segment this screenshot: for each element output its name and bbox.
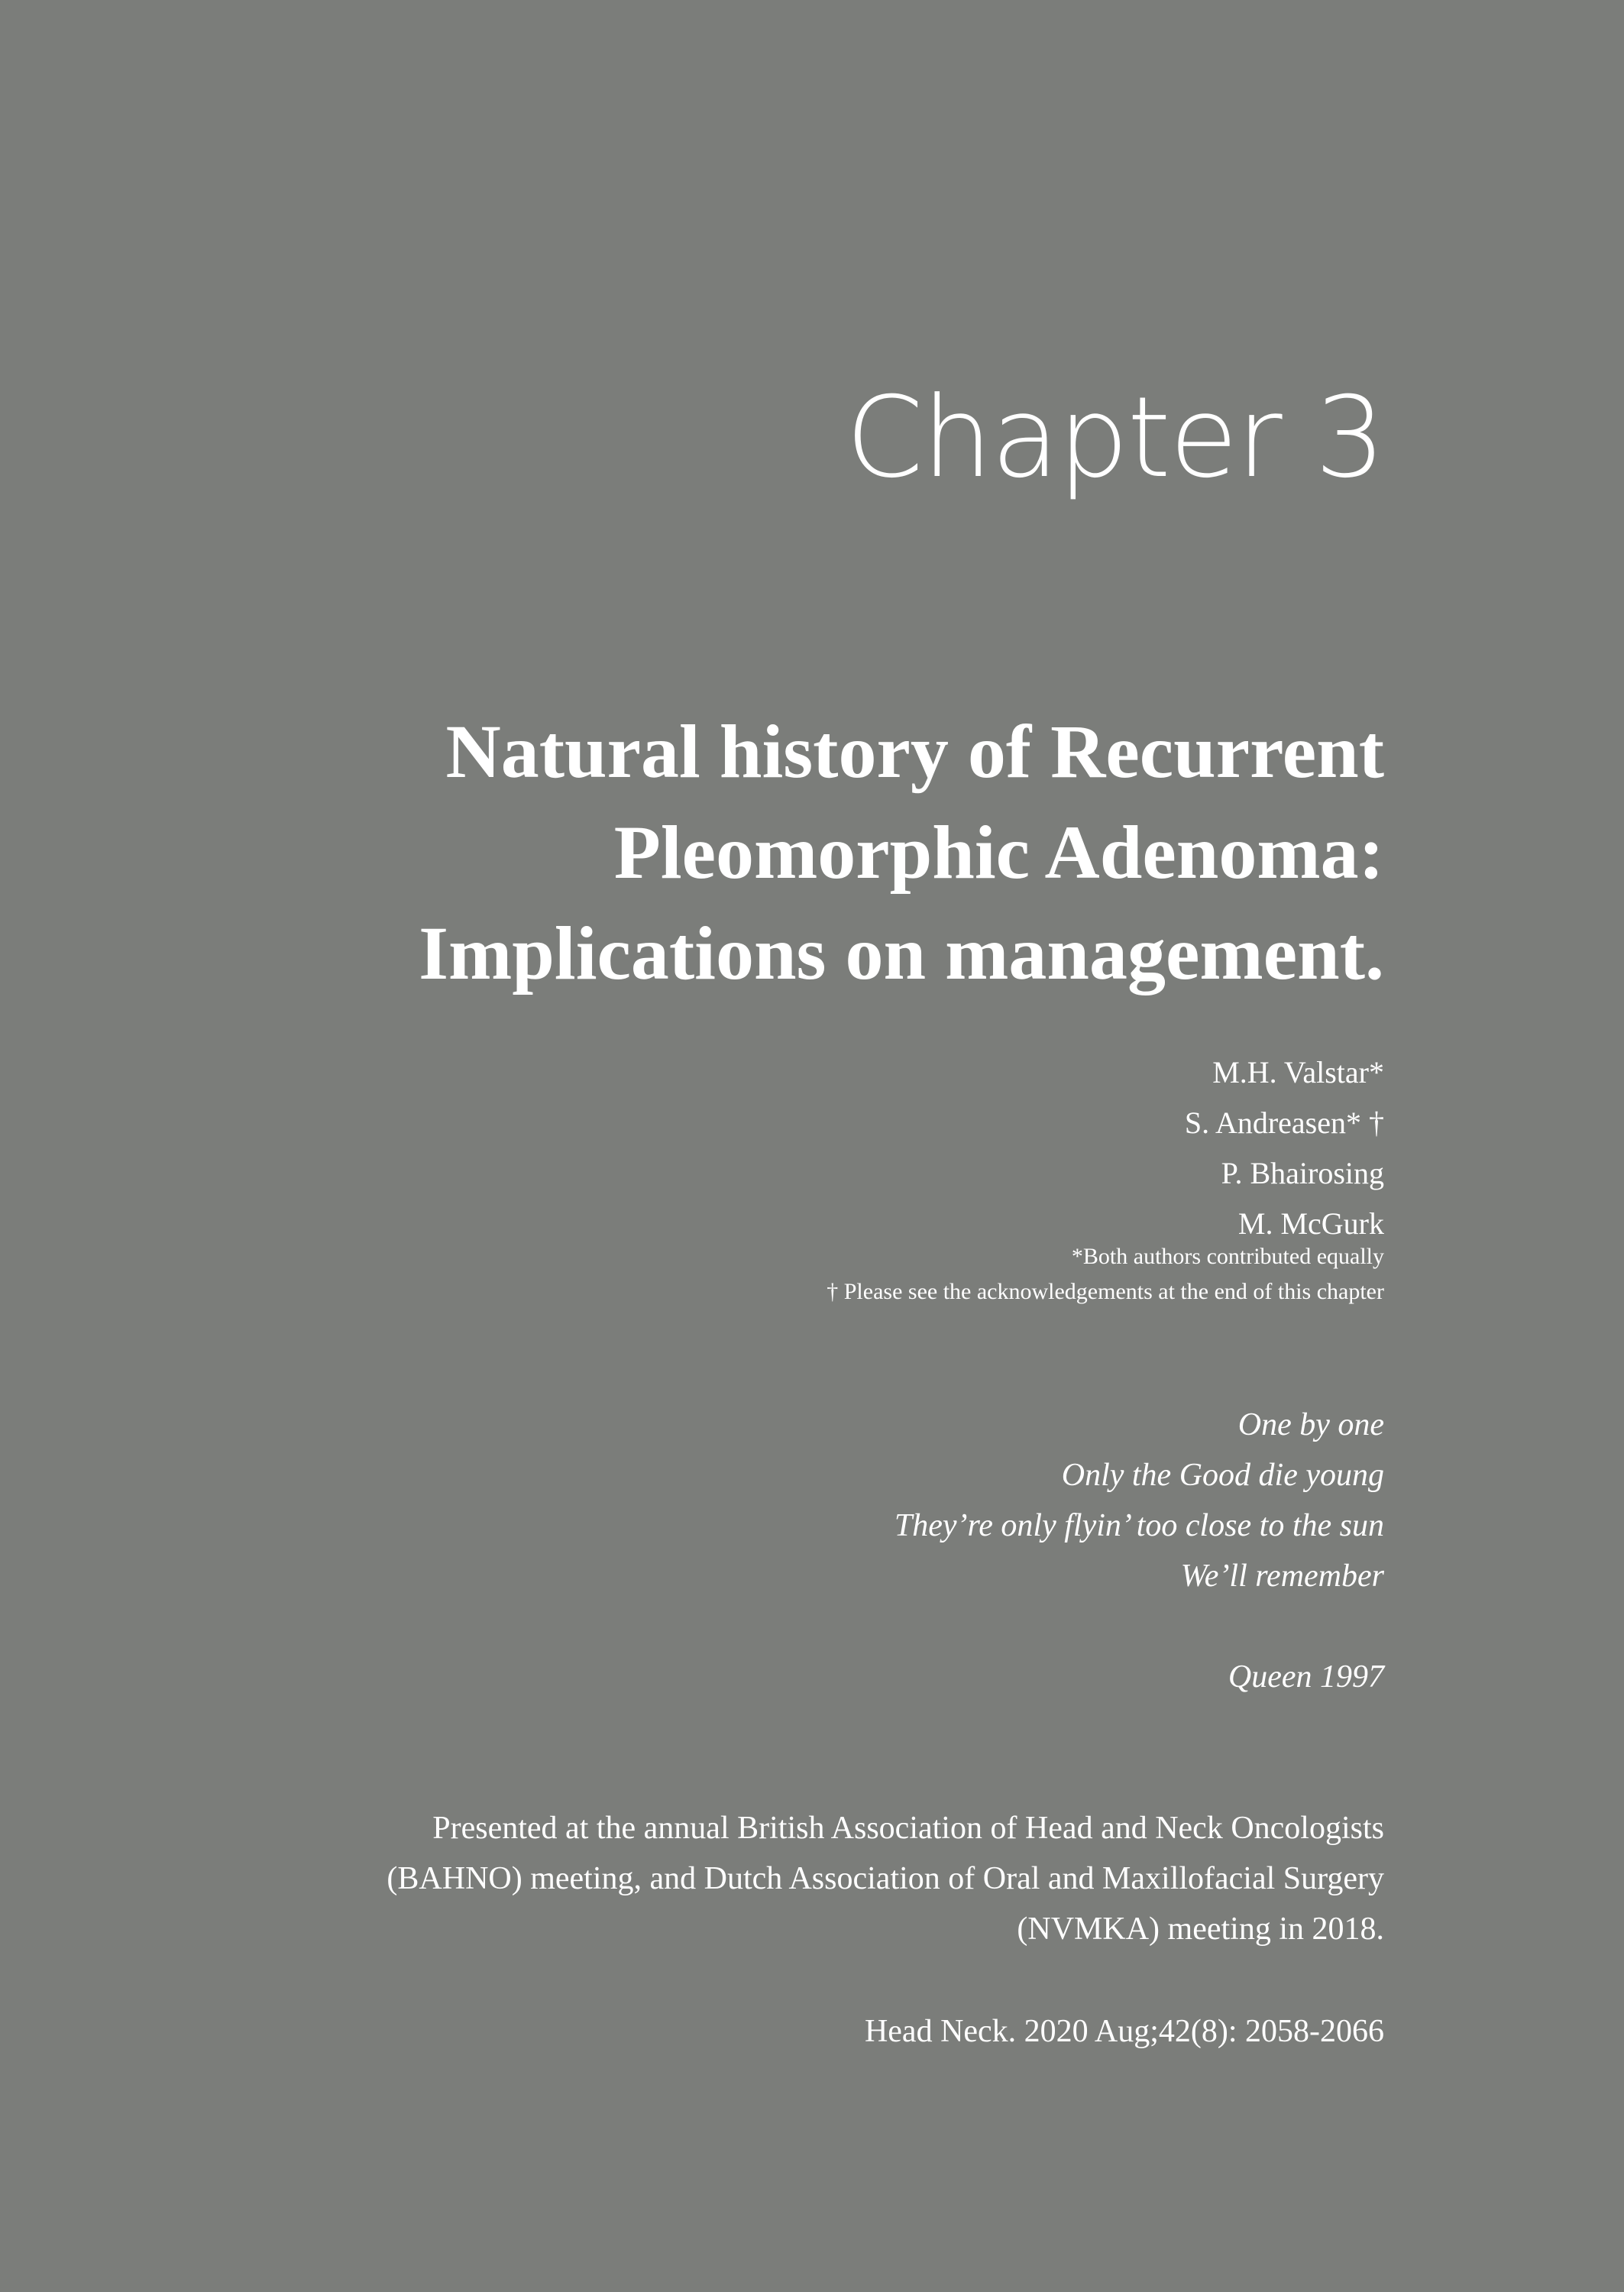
author-name: M. McGurk — [1237, 1206, 1384, 1241]
journal-citation: Head Neck. 2020 Aug;42(8): 2058-2066 — [864, 2014, 1384, 2049]
article-title-line: Implications on management. — [419, 911, 1384, 995]
presentation-note-line: (NVMKA) meeting in 2018. — [1017, 1912, 1384, 1947]
epigraph-line: Only the Good die young — [1061, 1458, 1384, 1493]
article-title — [238, 701, 1384, 1004]
epigraph — [894, 1400, 1384, 1601]
author-name: S. Andreasen* † — [1184, 1106, 1384, 1140]
author-list — [1185, 1047, 1384, 1249]
author-note: *Both authors contributed equally — [1071, 1244, 1384, 1269]
presentation-note-line: (BAHNO) meeting, and Dutch Association of Oral and Maxillofacial Surgery — [387, 1861, 1384, 1896]
author-name: M.H. Valstar* — [1212, 1055, 1384, 1089]
author-name: P. Bhairosing — [1221, 1156, 1384, 1190]
article-title-line: Pleomorphic Adenoma: — [613, 810, 1384, 895]
epigraph-line: We’ll remember — [1180, 1559, 1384, 1594]
author-notes — [827, 1239, 1384, 1309]
presentation-note — [387, 1803, 1384, 1954]
epigraph-line: They’re only flyin’ too close to the sun — [894, 1508, 1384, 1543]
author-note: † Please see the acknowledgements at the end of this chapter — [827, 1279, 1384, 1304]
epigraph-attribution: Queen 1997 — [1228, 1659, 1384, 1695]
article-title-line: Natural history of Recurrent — [445, 709, 1384, 794]
epigraph-line: One by one — [1237, 1407, 1384, 1442]
chapter-heading: Chapter 3 — [845, 373, 1384, 503]
presentation-note-line: Presented at the annual British Association of Head and Neck Oncologists — [432, 1811, 1384, 1846]
